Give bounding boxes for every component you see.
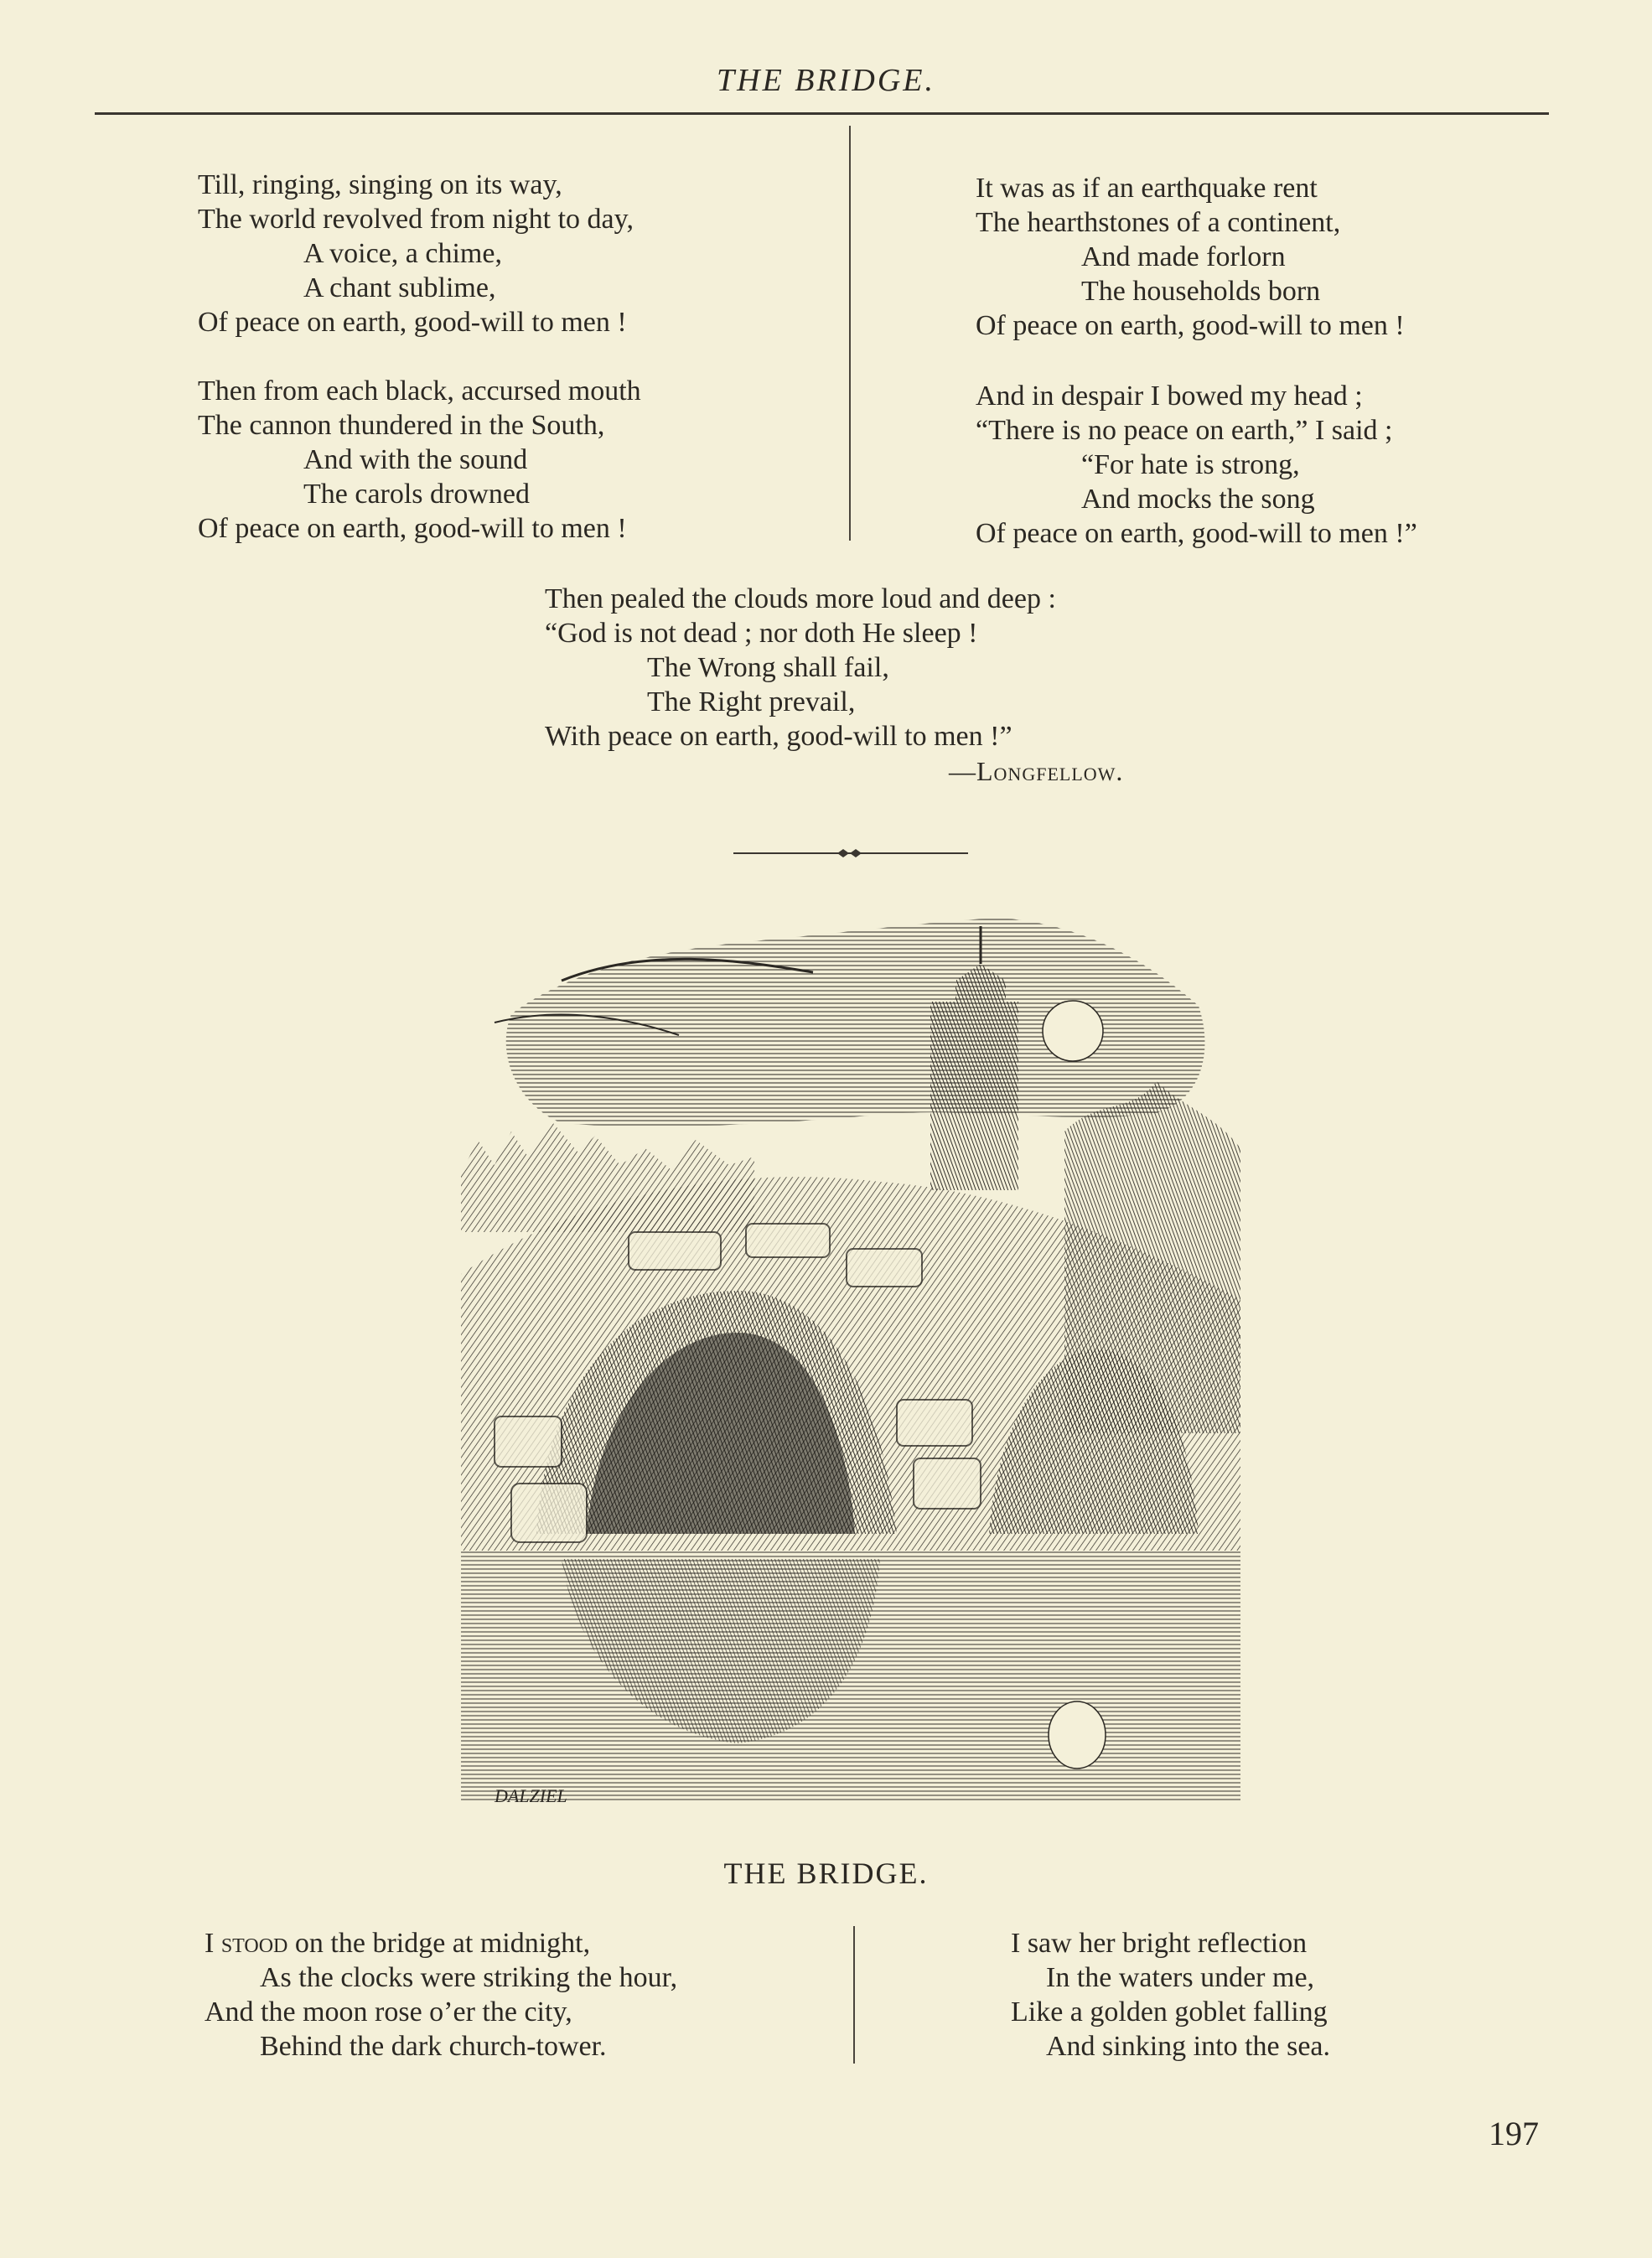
verse-line: Of peace on earth, good-will to men ! (198, 513, 627, 544)
verse-line: In the waters under me, (1046, 1962, 1315, 1993)
opening-words: I stood (205, 1928, 288, 1959)
verse-line: And the moon rose o’er the city, (205, 1996, 572, 2028)
column-divider (853, 1926, 855, 2064)
verse-line: “God is not dead ; nor doth He sleep ! (545, 618, 978, 649)
verse-line: The world revolved from night to day, (198, 204, 634, 235)
verse-line: Behind the dark church-tower. (260, 2031, 607, 2062)
bridge-engraving-illustration (461, 914, 1240, 1819)
verse-line: The Right prevail, (647, 686, 856, 717)
verse-line: A voice, a chime, (303, 238, 502, 269)
verse-line: Like a golden goblet falling (1011, 1996, 1328, 2028)
verse-line: A chant sublime, (303, 272, 496, 303)
verse-line: It was as if an earthquake rent (976, 173, 1318, 204)
poem-attribution: —Longfellow. (949, 756, 1124, 786)
verse-line: “There is no peace on earth,” I said ; (976, 415, 1393, 446)
verse-line: The carols drowned (303, 479, 531, 510)
stanza-2 (198, 374, 641, 546)
stanza-5 (545, 582, 1056, 754)
verse-line: Then from each black, accursed mouth (198, 375, 641, 407)
poem-title: THE BRIDGE. (723, 1857, 929, 1890)
verse-line: “For hate is strong, (1081, 449, 1300, 480)
verse-line: With peace on earth, good-will to men !” (545, 721, 1012, 752)
verse-line: Of peace on earth, good-will to men ! (976, 310, 1405, 341)
running-title: THE BRIDGE. (717, 63, 935, 98)
verse-line-rest: on the bridge at midnight, (287, 1928, 591, 1959)
verse-line: And in despair I bowed my head ; (976, 381, 1363, 412)
verse-line: Of peace on earth, good-will to men !” (976, 518, 1417, 549)
column-divider (849, 126, 851, 541)
verse-line: The cannon thundered in the South, (198, 410, 605, 441)
verse-line (205, 1926, 677, 1960)
verse-line: And made forlorn (1081, 241, 1286, 272)
verse-line: The households born (1081, 276, 1321, 307)
verse-line: Then pealed the clouds more loud and deep : (545, 583, 1056, 614)
verse-line: Till, ringing, singing on its way, (198, 169, 562, 200)
verse-line: As the clocks were striking the hour, (260, 1962, 678, 1993)
header-rule (95, 112, 1549, 115)
stanza-1 (198, 168, 634, 339)
bridge-stanza-2 (1011, 1926, 1330, 2064)
engraver-signature: DALZIEL (495, 1785, 567, 1806)
section-divider-ornament (733, 845, 968, 862)
page-number: 197 (1489, 2115, 1539, 2152)
stanza-4 (976, 379, 1417, 551)
verse-line: I saw her bright reflection (1011, 1928, 1308, 1959)
verse-line: The Wrong shall fail, (647, 652, 889, 683)
verse-line: Of peace on earth, good-will to men ! (198, 307, 627, 338)
stanza-3 (976, 171, 1405, 343)
verse-line: And mocks the song (1081, 484, 1315, 515)
verse-line: The hearthstones of a continent, (976, 207, 1341, 238)
verse-line: And sinking into the sea. (1046, 2031, 1331, 2062)
verse-line: And with the sound (303, 444, 528, 475)
bridge-stanza-1 (205, 1926, 677, 2064)
